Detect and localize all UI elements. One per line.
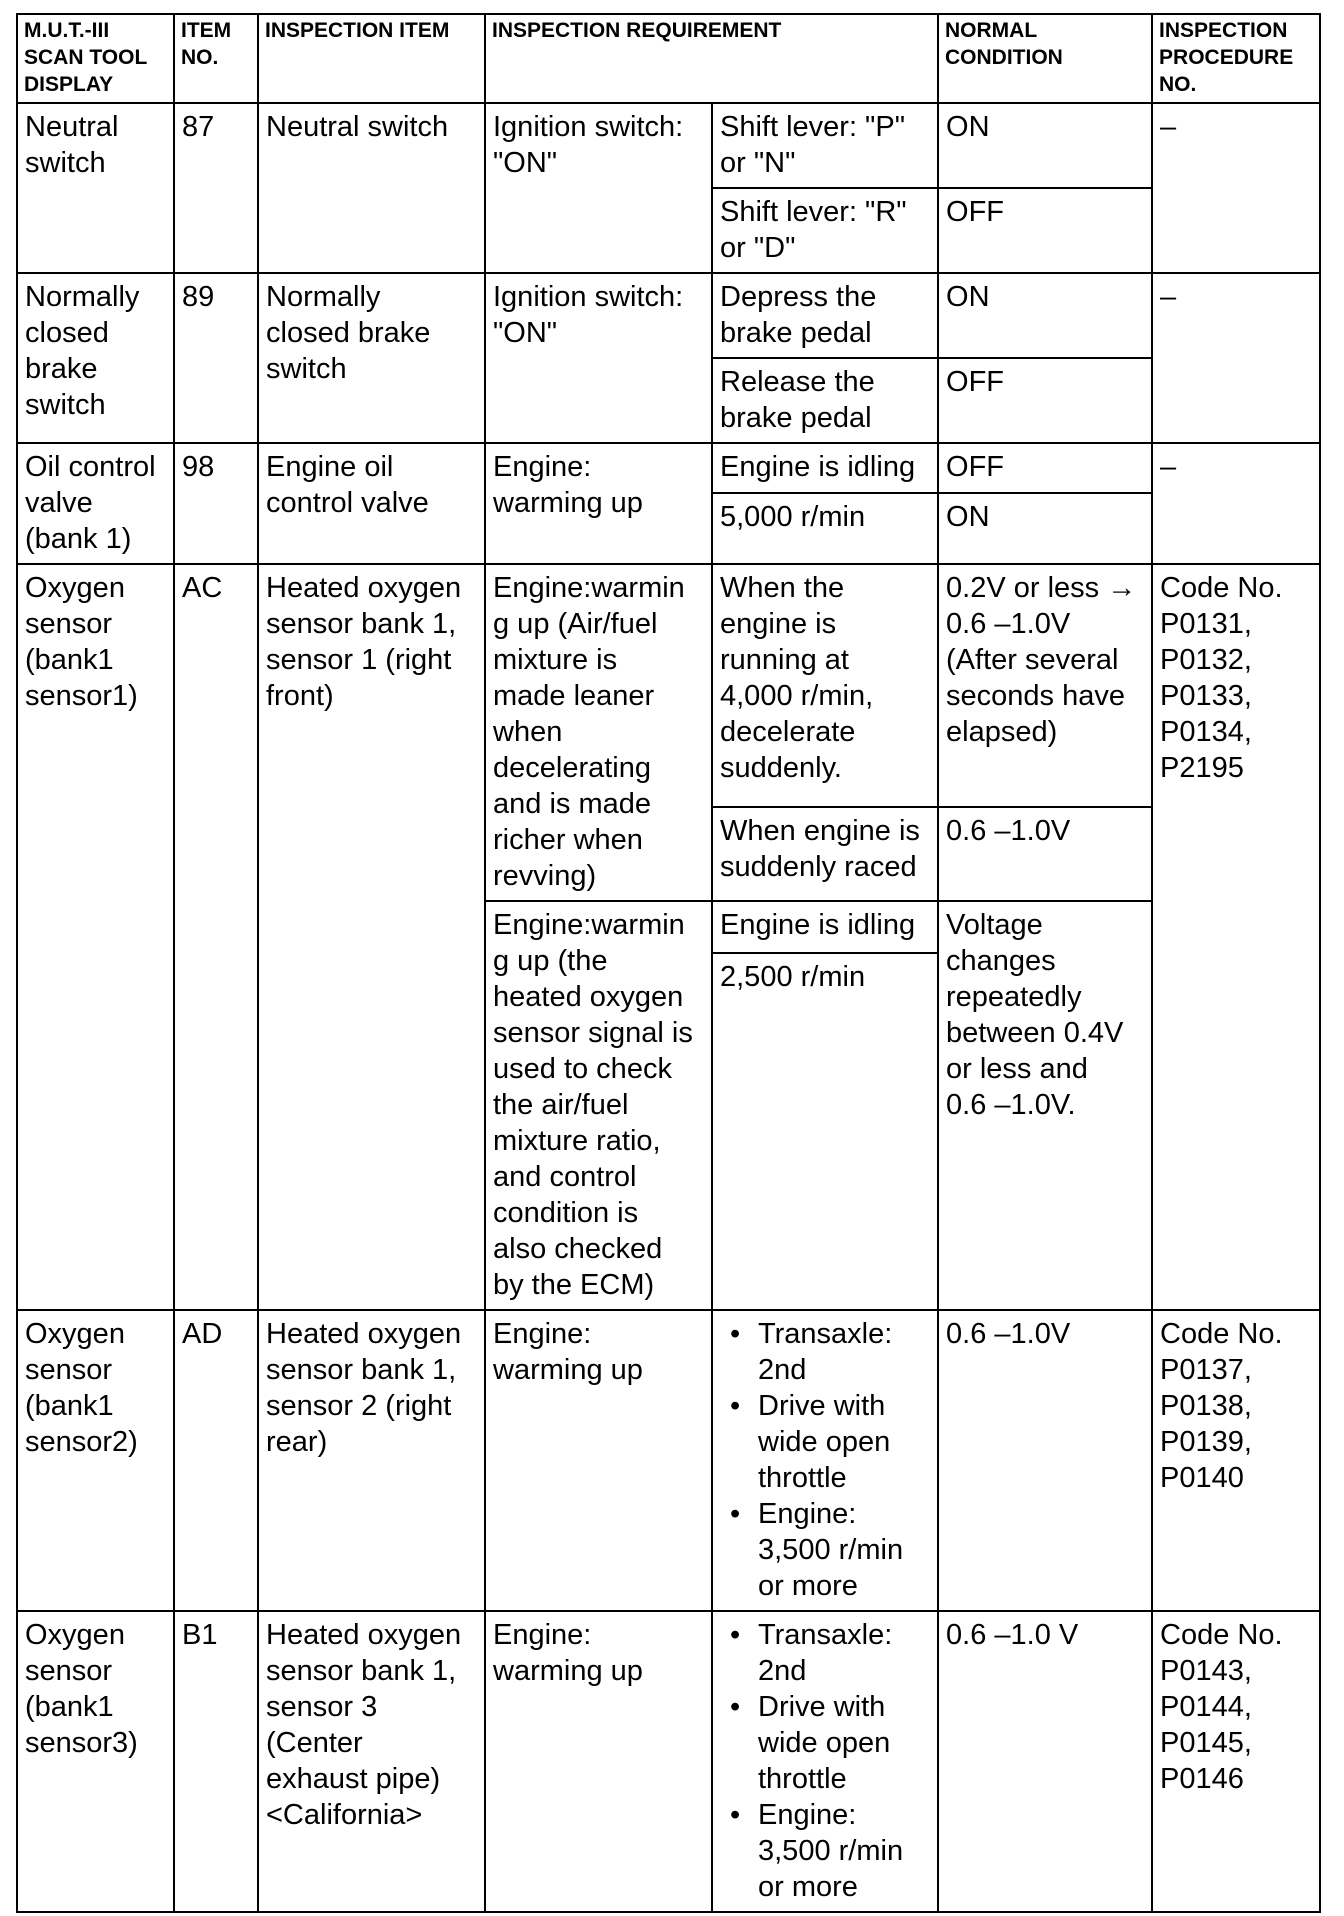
cell-normal: Voltage changes repeatedly between 0.4V or less and 0.6 –1.0V. — [938, 901, 1152, 1310]
cell-condition: When engine is suddenly raced — [712, 807, 938, 902]
list-item-text: Drive with wide open throttle — [758, 1390, 891, 1494]
cell-normal: OFF — [938, 188, 1152, 273]
cell-display: Oil control valve (bank 1) — [17, 443, 174, 564]
table-row — [17, 1611, 1320, 1912]
table-row — [17, 443, 1320, 493]
header-inspection-requirement: INSPECTION REQUIREMENT — [485, 14, 938, 103]
cell-requirement: Engine: warming up — [485, 1611, 712, 1912]
cell-condition: Shift lever: "R" or "D" — [712, 188, 938, 273]
cell-item-no: 98 — [174, 443, 258, 564]
cell-item: Heated oxygen sensor bank 1, sensor 3 (Center exhaust pipe) <California> — [258, 1611, 485, 1912]
list-item — [720, 1617, 930, 1689]
bullet-icon: • — [730, 1691, 741, 1723]
table-row — [17, 273, 1320, 358]
bullet-icon: • — [730, 1318, 741, 1350]
cell-condition-list — [712, 1310, 938, 1611]
header-item-no: ITEM NO. — [174, 14, 258, 103]
bullet-icon: • — [730, 1390, 741, 1422]
cell-condition: Engine is idling — [712, 901, 938, 953]
header-scan-tool-display: M.U.T.-III SCAN TOOL DISPLAY — [17, 14, 174, 103]
cell-item: Engine oil control valve — [258, 443, 485, 564]
cell-condition: Release the brake pedal — [712, 358, 938, 443]
cell-requirement: Engine:warmin g up (Air/fuel mixture is made leaner when decelerating and is made richer when revving) — [485, 564, 712, 901]
cell-normal: ON — [938, 273, 1152, 358]
cell-procedure: Code No. P0131, P0132, P0133, P0134, P2195 — [1152, 564, 1320, 1310]
cell-normal: 0.6 –1.0 V — [938, 1611, 1152, 1912]
condition-bullet-list — [720, 1617, 930, 1905]
header-row — [17, 14, 1320, 103]
inspection-table — [16, 13, 1321, 1913]
header-normal-condition: NORMAL CONDITION — [938, 14, 1152, 103]
cell-item: Neutral switch — [258, 103, 485, 273]
cell-item: Normally closed brake switch — [258, 273, 485, 443]
list-item-text: Engine: 3,500 r/min or more — [758, 1799, 904, 1903]
list-item-text: Transaxle: 2nd — [758, 1318, 893, 1386]
list-item-text: Drive with wide open throttle — [758, 1691, 891, 1795]
cell-normal: 0.6 –1.0V — [938, 807, 1152, 902]
cell-normal: OFF — [938, 358, 1152, 443]
list-item — [720, 1689, 930, 1797]
cell-procedure: – — [1152, 103, 1320, 273]
cell-display: Oxygen sensor (bank1 sensor1) — [17, 564, 174, 1310]
header-inspection-item: INSPECTION ITEM — [258, 14, 485, 103]
list-item — [720, 1388, 930, 1496]
list-item — [720, 1316, 930, 1388]
cell-item: Heated oxygen sensor bank 1, sensor 1 (right front) — [258, 564, 485, 1310]
cell-condition: Engine is idling — [712, 443, 938, 493]
cell-normal: OFF — [938, 443, 1152, 493]
list-item-text: Engine: 3,500 r/min or more — [758, 1498, 904, 1602]
bullet-icon: • — [730, 1498, 741, 1530]
bullet-icon: • — [730, 1619, 741, 1651]
cell-requirement: Ignition switch: "ON" — [485, 273, 712, 443]
cell-condition: 2,500 r/min — [712, 953, 938, 1310]
cell-requirement: Engine:warmin g up (the heated oxygen sensor signal is used to check the air/fuel mixture ratio, and control condition is also checked by the ECM) — [485, 901, 712, 1310]
header-procedure-no: INSPECTION PROCEDURE NO. — [1152, 14, 1320, 103]
cell-condition: Depress the brake pedal — [712, 273, 938, 358]
cell-procedure: Code No. P0143, P0144, P0145, P0146 — [1152, 1611, 1320, 1912]
cell-item-no: 89 — [174, 273, 258, 443]
list-item-text: Transaxle: 2nd — [758, 1619, 893, 1687]
cell-condition: When the engine is running at 4,000 r/min, decelerate suddenly. — [712, 564, 938, 807]
cell-display: Neutral switch — [17, 103, 174, 273]
cell-item-no: AC — [174, 564, 258, 1310]
cell-condition: Shift lever: "P" or "N" — [712, 103, 938, 188]
list-item — [720, 1496, 930, 1604]
bullet-icon: • — [730, 1799, 741, 1831]
table-row — [17, 103, 1320, 188]
cell-procedure: Code No. P0137, P0138, P0139, P0140 — [1152, 1310, 1320, 1611]
cell-normal: 0.2V or less → 0.6 –1.0V (After several seconds have elapsed) — [938, 564, 1152, 807]
cell-normal: ON — [938, 103, 1152, 188]
cell-procedure: – — [1152, 443, 1320, 564]
table-row — [17, 1310, 1320, 1611]
condition-bullet-list — [720, 1316, 930, 1604]
cell-normal: 0.6 –1.0V — [938, 1310, 1152, 1611]
table-row — [17, 564, 1320, 807]
cell-requirement: Engine: warming up — [485, 443, 712, 564]
cell-item-no: B1 — [174, 1611, 258, 1912]
cell-condition: 5,000 r/min — [712, 493, 938, 564]
cell-display: Oxygen sensor (bank1 sensor3) — [17, 1611, 174, 1912]
cell-procedure: – — [1152, 273, 1320, 443]
cell-normal: ON — [938, 493, 1152, 564]
cell-item-no: AD — [174, 1310, 258, 1611]
cell-condition-list — [712, 1611, 938, 1912]
cell-item: Heated oxygen sensor bank 1, sensor 2 (right rear) — [258, 1310, 485, 1611]
list-item — [720, 1797, 930, 1905]
cell-item-no: 87 — [174, 103, 258, 273]
cell-display: Oxygen sensor (bank1 sensor2) — [17, 1310, 174, 1611]
cell-display: Normally closed brake switch — [17, 273, 174, 443]
cell-requirement: Engine: warming up — [485, 1310, 712, 1611]
cell-requirement: Ignition switch: "ON" — [485, 103, 712, 273]
